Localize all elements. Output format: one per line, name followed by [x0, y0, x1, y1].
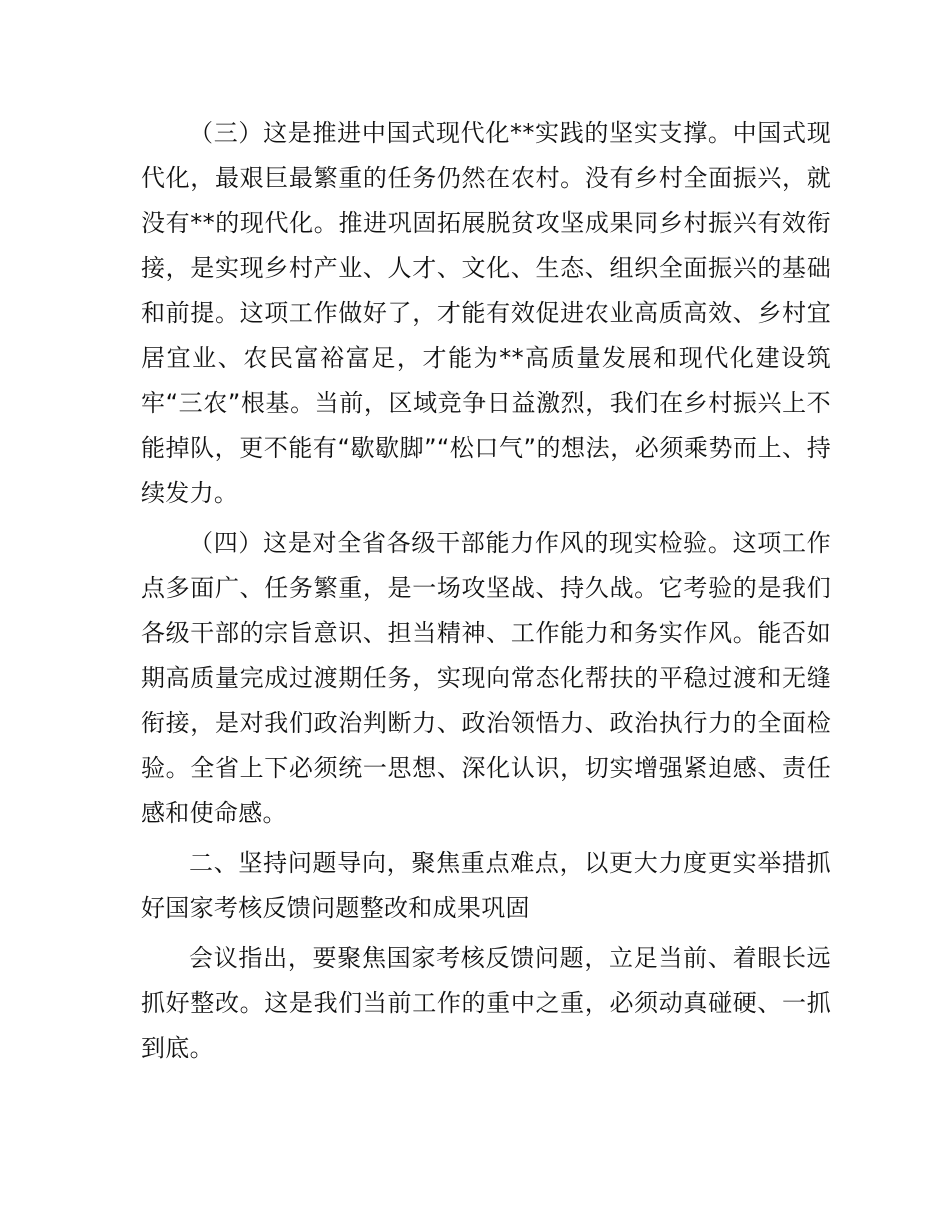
paragraph-section-three: （三）这是推进中国式现代化**实践的坚实支撑。中国式现代化，最艰巨最繁重的任务仍然在农村。没有乡村全面振兴，就没有**的现代化。推进巩固拓展脱贫攻坚成果同乡村振兴有效衔接，是实现乡村产业、人才、文化、生态、组织全面振兴的基础和前提。这项工作做好了，才能有效促进农业高质高效、乡村宜居宜业、农民富裕富足，才能为**高质量发展和现代化建设筑牢“三农”根基。当前，区域竞争日益激烈，我们在乡村振兴上不能掉队，更不能有“歇歇脚”“松口气”的想法，必须乘势而上、持续发力。 — [141, 119, 831, 507]
paragraph-meeting-note: 会议指出，要聚焦国家考核反馈问题，立足当前、着眼长远抓好整改。这是我们当前工作的重中之重，必须动真碰硬、一抓到底。 — [141, 944, 831, 1062]
paragraph-section-four: （四）这是对全省各级干部能力作风的现实检验。这项工作点多面广、任务繁重，是一场攻坚战、持久战。它考验的是我们各级干部的宗旨意识、担当精神、工作能力和务实作风。能否如期高质量完成过渡期任务，实现向常态化帮扶的平稳过渡和无缝衔接，是对我们政治判断力、政治领悟力、政治执行力的全面检验。全省上下必须统一思想、深化认识，切实增强紧迫感、责任感和使命感。 — [141, 529, 831, 827]
section-heading-two: 二、坚持问题导向，聚焦重点难点，以更大力度更实举措抓好国家考核反馈问题整改和成果巩固 — [141, 849, 831, 922]
document-body — [141, 111, 831, 1076]
